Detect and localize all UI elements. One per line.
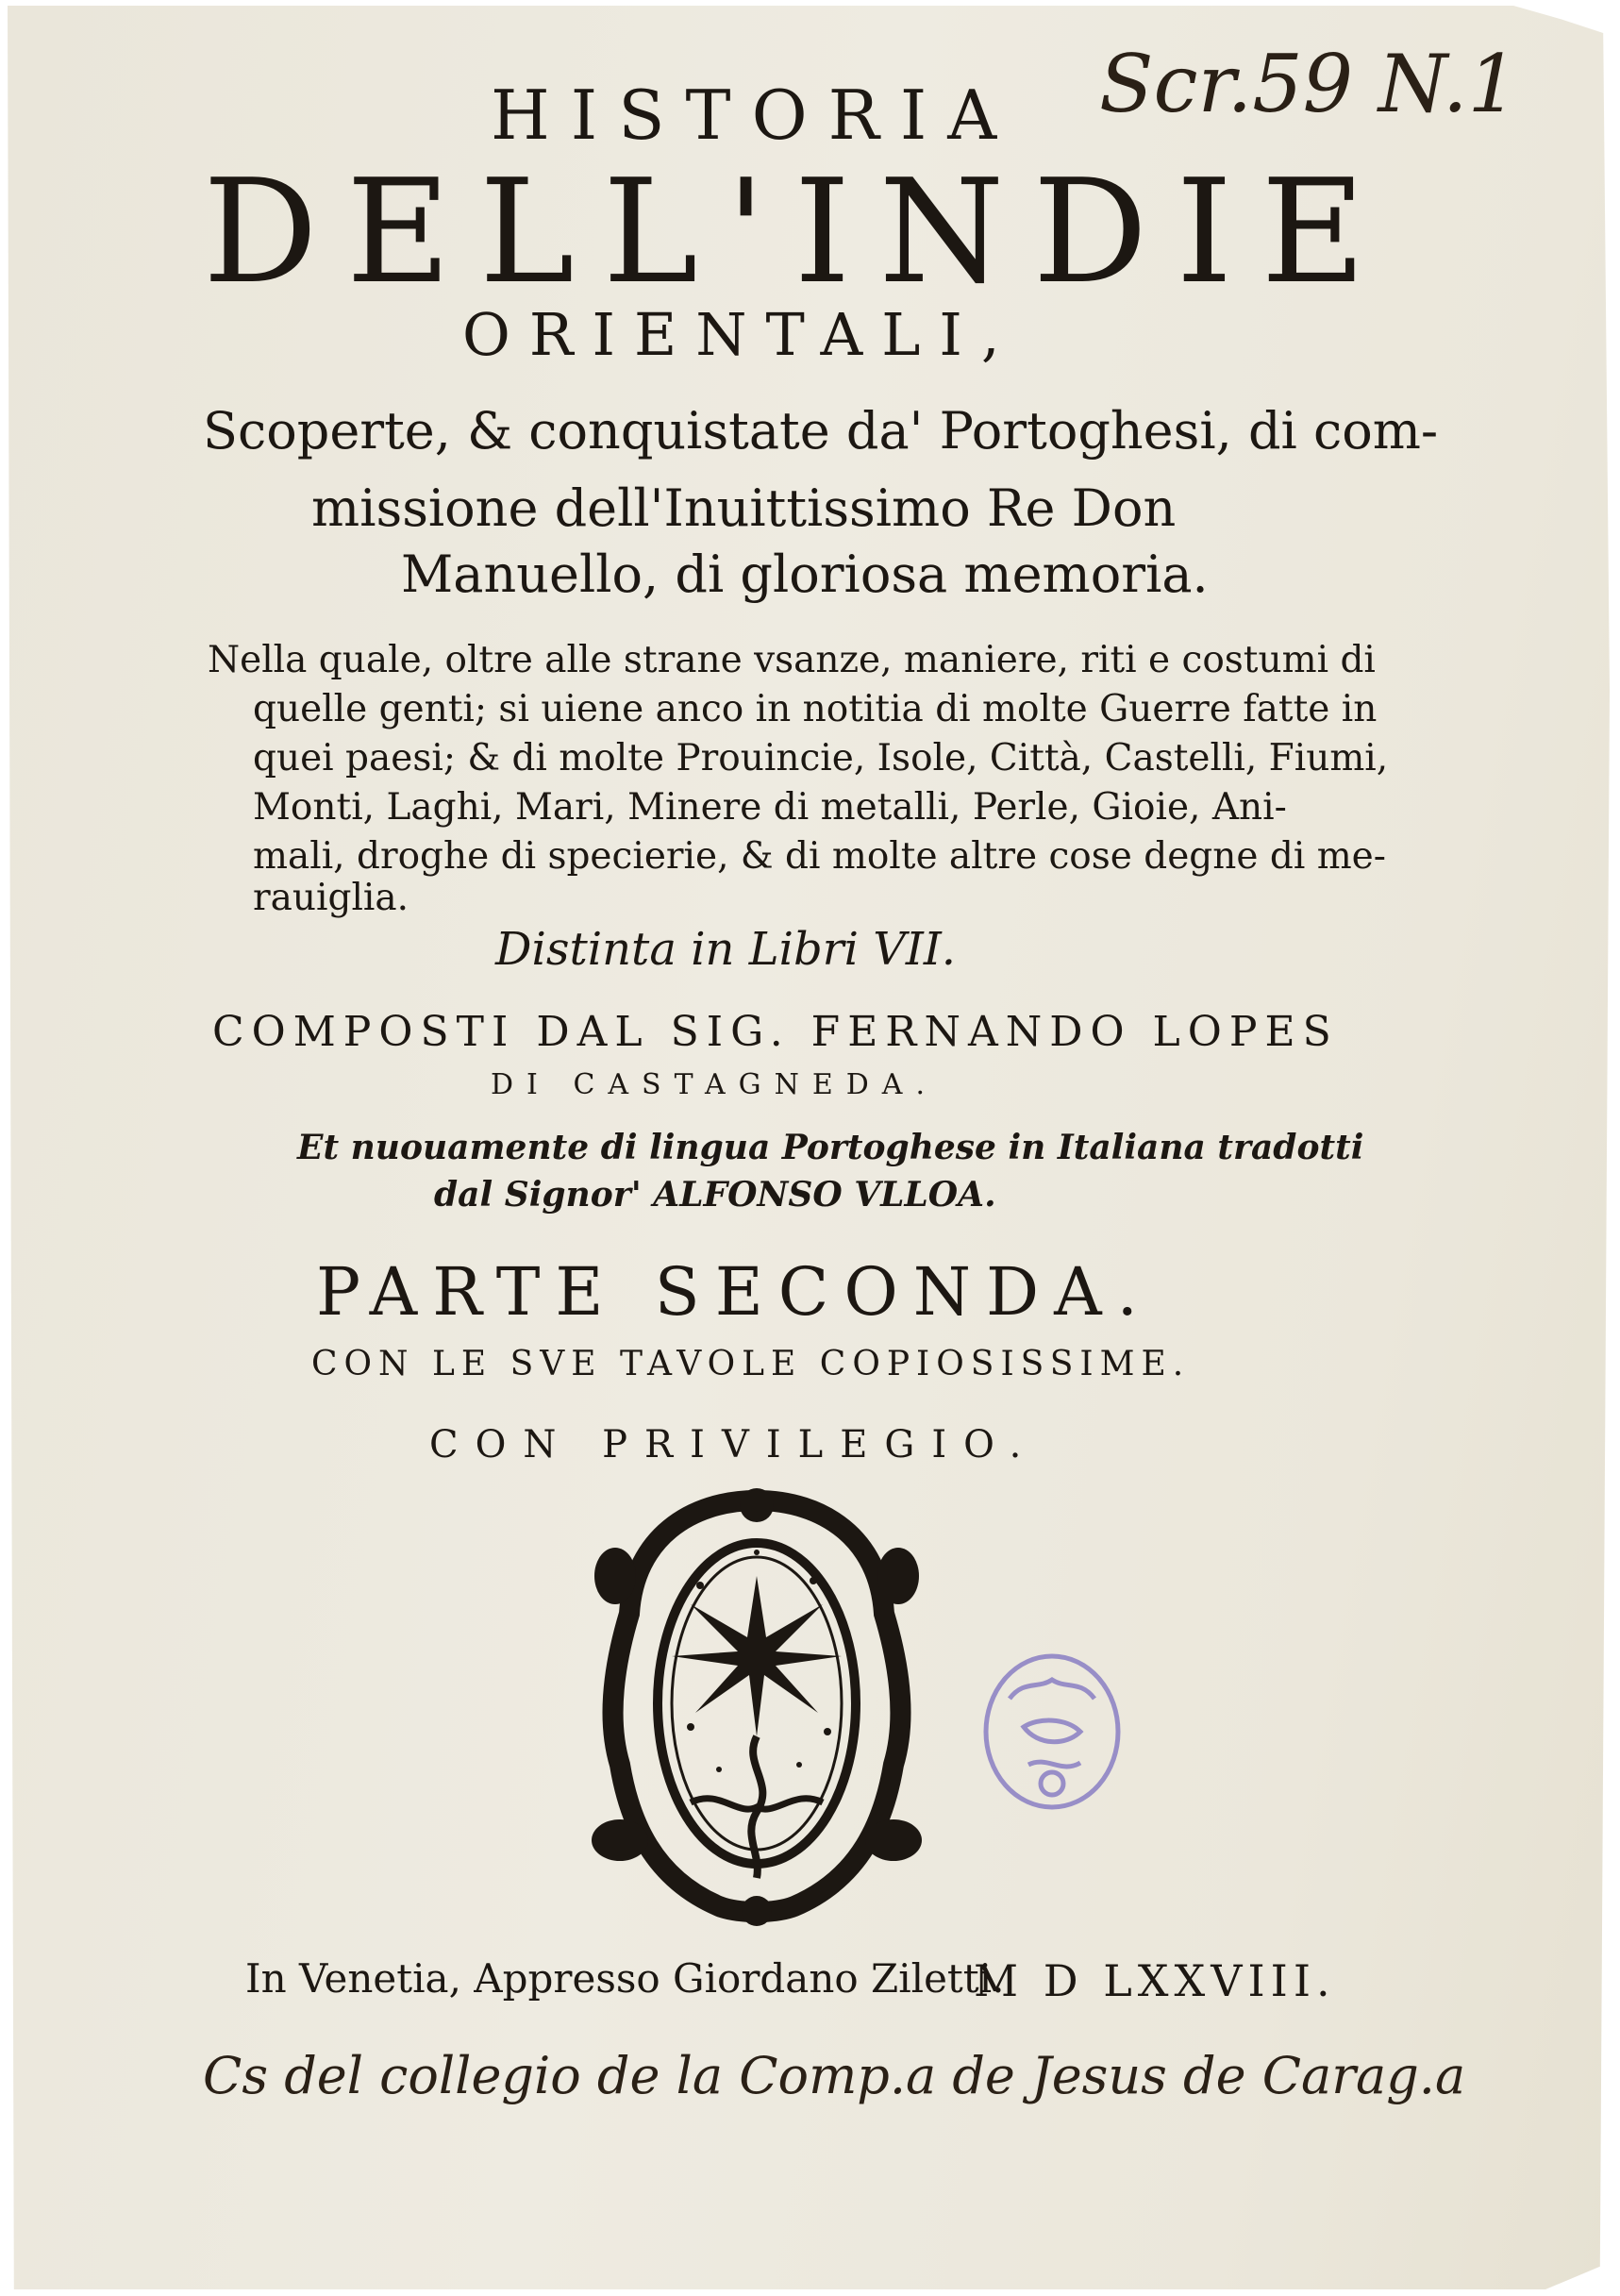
printer-device-emblem-icon — [577, 1482, 936, 1935]
title-line-orientali: ORIENTALI, — [462, 300, 1019, 369]
shelfmark-handwriting: Scr.59 N.1 — [1099, 38, 1519, 130]
translation-line: Et nuouamente di lingua Portoghese in Italiana tradotti — [297, 1128, 1364, 1167]
subtitle-line: missione dell'Inuittissimo Re Don — [311, 478, 1177, 538]
description-line: mali, droghe di specierie, & di molte altre cose degne di me- — [253, 835, 1386, 878]
description-line: quelle genti; si uiene anco in notitia di molte Guerre fatte in — [253, 688, 1378, 730]
ownership-inscription-handwriting: Cs del collegio de la Comp.a de Jesus de Carag.a — [203, 2046, 1466, 2105]
library-stamp-icon — [972, 1642, 1132, 1821]
title-line-dellindie: DELL'INDIE — [203, 148, 1395, 315]
privilege-line: CON PRIVILEGIO. — [429, 1423, 1039, 1466]
subtitle-line: Manuello, di gloriosa memoria. — [401, 545, 1209, 604]
part-heading: PARTE SECONDA. — [316, 1253, 1153, 1331]
distinta-line: Distinta in Libri VII. — [495, 923, 957, 976]
description-line: Monti, Laghi, Mari, Minere di metalli, Perle, Gioie, Ani- — [253, 786, 1287, 829]
translator-line: dal Signor' ALFONSO VLLOA. — [434, 1175, 996, 1215]
imprint-year: M D LXXVIII. — [974, 1955, 1336, 2006]
author-surname-line: DI CASTAGNEDA. — [491, 1068, 939, 1101]
imprint-place-printer: In Venetia, Appresso Giordano Ziletti. — [245, 1955, 1005, 2002]
description-line: rauiglia. — [253, 877, 409, 919]
tables-line: CON LE SVE TAVOLE COPIOSISSIME. — [311, 1345, 1191, 1383]
description-line: Nella quale, oltre alle strane vsanze, maniere, riti e costumi di — [208, 639, 1376, 681]
subtitle-line: Scoperte, & conquistate da' Portoghesi, di com- — [203, 401, 1439, 461]
author-line: COMPOSTI DAL SIG. FERNANDO LOPES — [212, 1008, 1339, 1056]
description-line: quei paesi; & di molte Prouincie, Isole, Città, Castelli, Fiumi, — [253, 737, 1389, 779]
title-line-historia: HISTORIA — [491, 75, 1018, 155]
